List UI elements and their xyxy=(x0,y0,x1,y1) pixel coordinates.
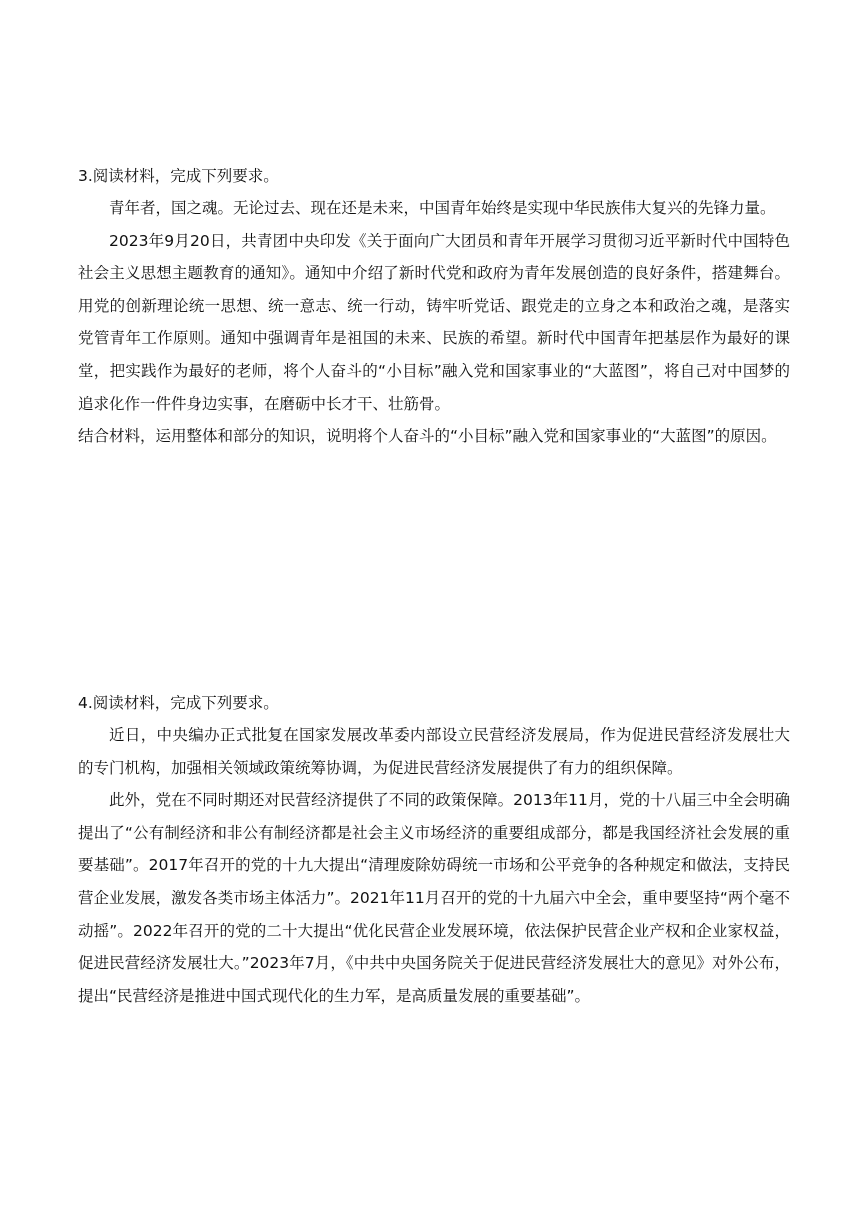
question-4-paragraph-1: 近日，中央编办正式批复在国家发展改革委内部设立民营经济发展局，作为促进民营经济发展壮大的专门机构，加强相关领域政策统筹协调，为促进民营经济发展提供了有力的组织保障。 xyxy=(78,726,790,777)
question-3 xyxy=(78,160,790,453)
question-3-title: 3.阅读材料，完成下列要求。 xyxy=(78,167,279,185)
question-4-title: 4.阅读材料，完成下列要求。 xyxy=(78,694,279,712)
question-4 xyxy=(78,687,790,1012)
question-4-paragraph-2: 此外，党在不同时期还对民营经济提供了不同的政策保障。2013年11月，党的十八届三中全会明确提出了“公有制经济和非公有制经济都是社会主义市场经济的重要组成部分，都是我国经济社会发展的重要基础”。2017年召开的党的十九大提出“清理废除妨碍统一市场和公平竞争的各种规定和做法，支持民营企业发展，激发各类市场主体活力”。2021年11月召开的党的十九届六中全会，重申要坚持“两个毫不动摇”。2022年召开的党的二十大提出“优化民营企业发展环境，依法保护民营企业产权和企业家权益，促进民营经济发展壮大。”2023年7月，《中共中央国务院关于促进民营经济发展壮大的意见》对外公布，提出“民营经济是推进中国式现代化的生力军，是高质量发展的重要基础”。 xyxy=(78,791,790,1005)
question-3-task: 结合材料，运用整体和部分的知识，说明将个人奋斗的“小目标”融入党和国家事业的“大蓝图”的原因。 xyxy=(78,427,777,446)
question-3-paragraph-1: 青年者，国之魂。无论过去、现在还是未来，中国青年始终是实现中华民族伟大复兴的先锋力量。 xyxy=(109,199,776,217)
question-3-paragraph-2: 2023年9月20日，共青团中央印发《关于面向广大团员和青年开展学习贯彻习近平新时代中国特色社会主义思想主题教育的通知》。通知中介绍了新时代党和政府为青年发展创造的良好条件，搭建舞台。用党的创新理论统一思想、统一意志、统一行动，铸牢听党话、跟党走的立身之本和政治之魂，是落实党管青年工作原则。通知中强调青年是祖国的未来、民族的希望。新时代中国青年把基层作为最好的课堂，把实践作为最好的老师，将个人奋斗的“小目标”融入党和国家事业的“大蓝图”，将自己对中国梦的追求化作一件件身边实事，在磨砺中长才干、壮筋骨。 xyxy=(78,231,790,413)
